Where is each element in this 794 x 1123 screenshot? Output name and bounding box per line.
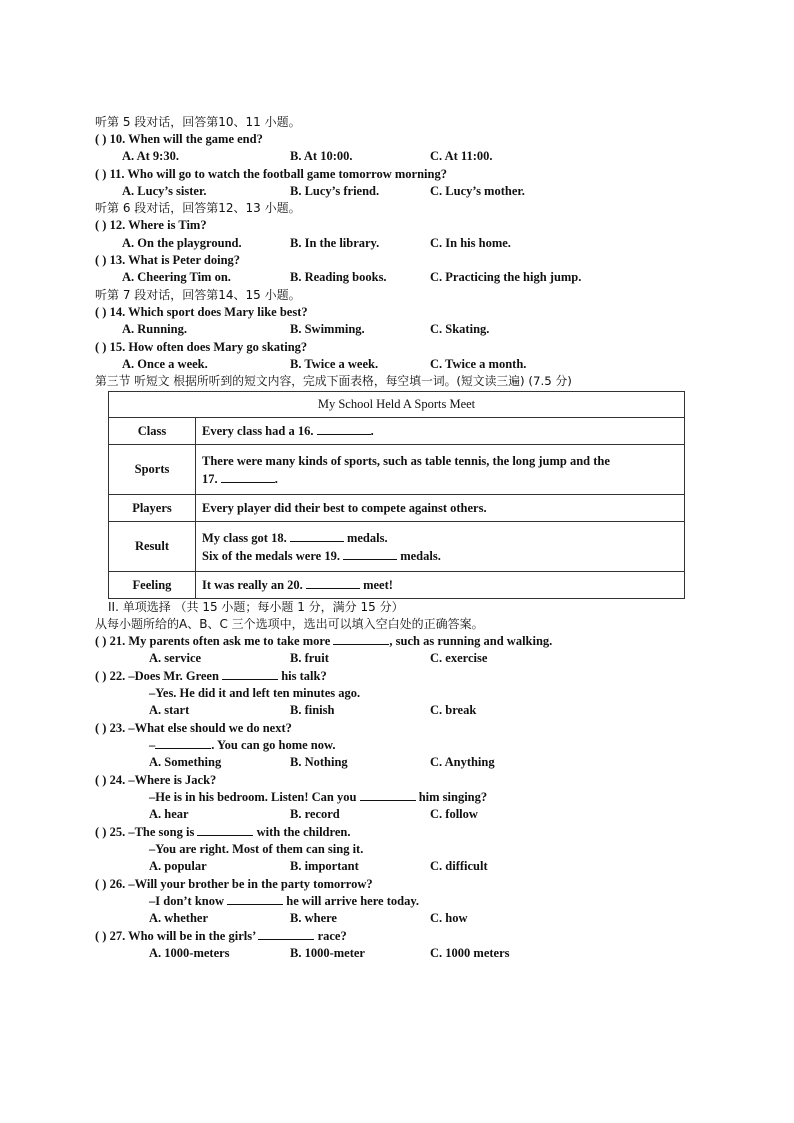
- option-c: C. difficult: [430, 859, 488, 873]
- question-stem: 12. Where is Tim?: [109, 218, 207, 232]
- answer-paren[interactable]: ( ): [95, 132, 107, 146]
- answer-blank[interactable]: [155, 737, 211, 749]
- answer-blank[interactable]: [222, 668, 278, 680]
- question-25: [95, 824, 350, 841]
- question-stem: Who will be in the girls’: [128, 929, 256, 943]
- question-stem: , such as running and walking.: [389, 634, 553, 648]
- option-c: C. exercise: [430, 651, 488, 665]
- question-line: [149, 893, 419, 910]
- option-a: A. whether: [149, 911, 209, 925]
- option-b: B. Lucy’s friend.: [290, 184, 380, 198]
- question-stem: his talk?: [281, 669, 327, 683]
- cell-text: meet!: [363, 578, 393, 592]
- question-stem: –The song is: [128, 825, 195, 839]
- option-b: B. Twice a week.: [290, 357, 379, 371]
- table-title: My School Held A Sports Meet: [109, 392, 685, 418]
- option-a: A. service: [149, 651, 202, 665]
- option-c: C. In his home.: [430, 236, 511, 250]
- option-a: A. Cheering Tim on.: [122, 270, 231, 284]
- blank-18[interactable]: [290, 530, 344, 542]
- question-line: [149, 789, 487, 806]
- question-number: 22.: [109, 669, 126, 683]
- cell-text: Every class had a 16.: [202, 424, 314, 438]
- question-24: [95, 772, 216, 789]
- question-stem: –What else should we do next?: [128, 721, 292, 735]
- answer-paren[interactable]: ( ): [95, 167, 107, 181]
- section-5-heading: 听第 5 段对话，回答第10、11 小题。: [95, 115, 301, 129]
- question-21: [95, 633, 552, 650]
- option-a: A. Once a week.: [122, 357, 208, 371]
- row-content: Every player did their best to compete against others.: [196, 495, 685, 522]
- option-b: B. Nothing: [290, 755, 348, 769]
- question-10: [95, 131, 263, 148]
- option-a: A. Something: [149, 755, 222, 769]
- option-c: C. Practicing the high jump.: [430, 270, 582, 284]
- option-a: A. popular: [149, 859, 207, 873]
- question-number: 25.: [109, 825, 126, 839]
- blank-20[interactable]: [306, 577, 360, 589]
- sports-meet-table: [108, 391, 685, 599]
- option-b: B. In the library.: [290, 236, 380, 250]
- question-23: [95, 720, 292, 737]
- question-stem: 13. What is Peter doing?: [109, 253, 241, 267]
- question-stem: with the children.: [256, 825, 351, 839]
- cell-text: My class got 18.: [202, 530, 287, 545]
- part-3-heading: 第三节 听短文 根据所听到的短文内容，完成下面表格，每空填一词。(短文读三遍) (7.5 分): [95, 374, 572, 388]
- blank-16[interactable]: [317, 423, 371, 435]
- cell-text: .: [274, 471, 278, 486]
- table-row: [109, 418, 685, 445]
- option-c: C. 1000 meters: [430, 946, 510, 960]
- option-a: A. Lucy’s sister.: [122, 184, 207, 198]
- option-c: C. Anything: [430, 755, 495, 769]
- question-text: –I don’t know: [149, 894, 225, 908]
- option-b: B. finish: [290, 703, 335, 717]
- question-text: . You can go home now.: [211, 738, 336, 752]
- option-b: B. record: [290, 807, 340, 821]
- cell-text: 17.: [202, 471, 218, 486]
- cell-text: There were many kinds of sports, such as table tennis, the long jump and the: [202, 453, 610, 468]
- answer-paren[interactable]: ( ): [95, 634, 107, 648]
- option-c: C. how: [430, 911, 468, 925]
- table-row: [109, 445, 685, 495]
- question-line: –Yes. He did it and left ten minutes ago.: [149, 686, 361, 700]
- option-b: B. At 10:00.: [290, 149, 353, 163]
- option-b: B. important: [290, 859, 359, 873]
- row-label: Sports: [109, 445, 196, 495]
- question-text: –He is in his bedroom. Listen! Can you: [149, 790, 357, 804]
- section-7-heading: 听第 7 段对话，回答第14、15 小题。: [95, 288, 301, 302]
- question-11: [95, 166, 447, 183]
- option-c: C. Lucy’s mother.: [430, 184, 525, 198]
- answer-blank[interactable]: [258, 928, 314, 940]
- row-content: [196, 522, 685, 572]
- section-2-title: II. 单项选择 （共 15 小题；每小题 1 分，满分 15 分）: [108, 600, 404, 614]
- answer-paren[interactable]: ( ): [95, 721, 107, 735]
- question-stem: 10. When will the game end?: [109, 132, 263, 146]
- question-stem: 15. How often does Mary go skating?: [109, 340, 308, 354]
- cell-text: medals.: [400, 548, 441, 563]
- row-content: [196, 445, 685, 495]
- option-c: C. At 11:00.: [430, 149, 493, 163]
- question-stem: race?: [317, 929, 347, 943]
- question-line: –You are right. Most of them can sing it.: [149, 842, 364, 856]
- option-b: B. fruit: [290, 651, 329, 665]
- answer-blank[interactable]: [360, 789, 416, 801]
- row-label: Result: [109, 522, 196, 572]
- cell-text: Six of the medals were 19.: [202, 548, 340, 563]
- question-text: –: [149, 738, 156, 752]
- question-stem: –Does Mr. Green: [128, 669, 219, 683]
- question-number: 24.: [109, 773, 126, 787]
- section-6-heading: 听第 6 段对话，回答第12、13 小题。: [95, 201, 301, 215]
- question-27: [95, 928, 347, 945]
- row-content: [196, 572, 685, 599]
- blank-17[interactable]: [221, 471, 275, 483]
- table-row: [109, 522, 685, 572]
- question-26: [95, 876, 373, 893]
- question-stem: –Where is Jack?: [128, 773, 217, 787]
- question-stem: 11. Who will go to watch the football game tomorrow morning?: [109, 167, 447, 181]
- cell-text: .: [370, 424, 374, 438]
- option-a: A. 1000-meters: [149, 946, 230, 960]
- answer-paren[interactable]: ( ): [95, 877, 107, 891]
- option-b: B. Reading books.: [290, 270, 387, 284]
- question-stem: –Will your brother be in the party tomorrow?: [128, 877, 373, 891]
- question-stem: My parents often ask me to take more: [128, 634, 331, 648]
- row-label: Players: [109, 495, 196, 522]
- option-c: C. break: [430, 703, 477, 717]
- answer-blank[interactable]: [197, 824, 253, 836]
- answer-paren[interactable]: ( ): [95, 253, 107, 267]
- question-13: [95, 252, 240, 269]
- answer-paren[interactable]: ( ): [95, 305, 107, 319]
- option-a: A. At 9:30.: [122, 149, 179, 163]
- question-number: 26.: [109, 877, 126, 891]
- question-line: [149, 737, 335, 754]
- row-label: Feeling: [109, 572, 196, 599]
- option-a: A. start: [149, 703, 190, 717]
- question-number: 21.: [109, 634, 126, 648]
- question-12: [95, 217, 207, 234]
- answer-paren[interactable]: ( ): [95, 929, 107, 943]
- answer-paren[interactable]: ( ): [95, 773, 107, 787]
- answer-paren[interactable]: ( ): [95, 218, 107, 232]
- question-14: [95, 304, 308, 321]
- question-number: 23.: [109, 721, 126, 735]
- question-number: 27.: [109, 929, 126, 943]
- answer-blank[interactable]: [227, 893, 283, 905]
- section-2-instruction: 从每小题所给的A、B、C 三个选项中，选出可以填入空白处的正确答案。: [95, 617, 484, 631]
- option-b: B. Swimming.: [290, 322, 365, 336]
- question-stem: 14. Which sport does Mary like best?: [109, 305, 308, 319]
- row-content: [196, 418, 685, 445]
- cell-text: medals.: [346, 530, 388, 545]
- table-row: [109, 495, 685, 522]
- option-c: C. Skating.: [430, 322, 490, 336]
- blank-19[interactable]: [343, 548, 397, 560]
- question-text: he will arrive here today.: [286, 894, 420, 908]
- cell-text: It was really an 20.: [202, 578, 303, 592]
- option-b: B. 1000-meter: [290, 946, 365, 960]
- option-b: B. where: [290, 911, 337, 925]
- option-c: C. follow: [430, 807, 478, 821]
- option-a: A. hear: [149, 807, 189, 821]
- question-15: [95, 339, 307, 356]
- answer-paren[interactable]: ( ): [95, 825, 107, 839]
- row-label: Class: [109, 418, 196, 445]
- option-c: C. Twice a month.: [430, 357, 527, 371]
- question-22: [95, 668, 327, 685]
- table-row: [109, 572, 685, 599]
- option-a: A. On the playground.: [122, 236, 242, 250]
- question-text: him singing?: [418, 790, 488, 804]
- answer-paren[interactable]: ( ): [95, 340, 107, 354]
- answer-paren[interactable]: ( ): [95, 669, 107, 683]
- option-a: A. Running.: [122, 322, 187, 336]
- answer-blank[interactable]: [333, 633, 389, 645]
